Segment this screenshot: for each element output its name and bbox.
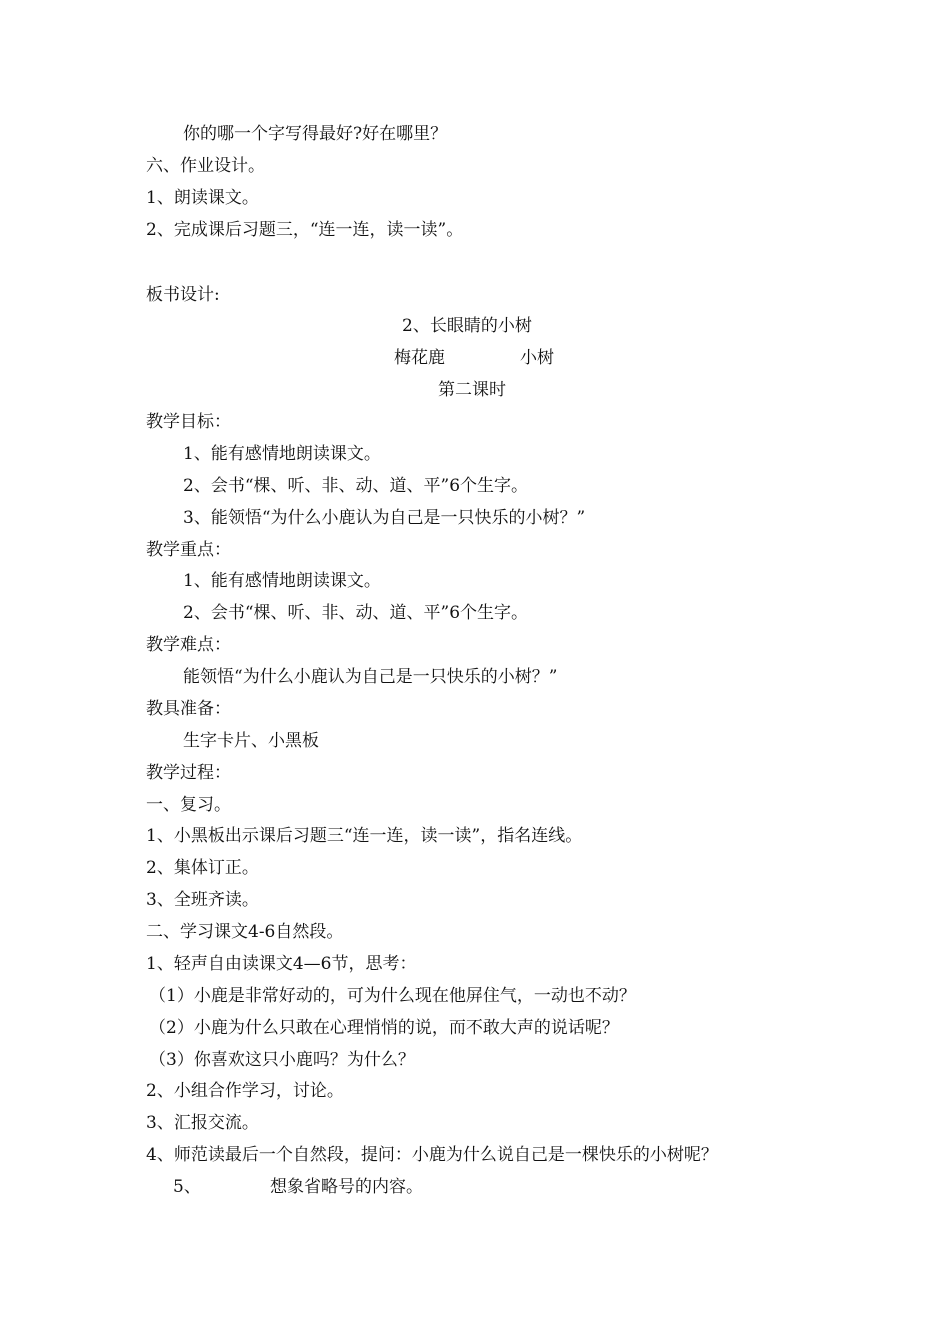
text-line: 2、完成课后习题三，“连一连，读一读”。: [146, 220, 464, 240]
text-line: 3、全班齐读。: [146, 890, 259, 910]
section-heading: 教学过程：: [146, 763, 231, 783]
text-line: 一、复习。: [146, 795, 231, 815]
text-line: 3、能领悟“为什么小鹿认为自己是一只快乐的小树？”: [183, 508, 586, 528]
section-heading: 板书设计:: [146, 285, 220, 305]
section-heading: 教学目标：: [146, 412, 231, 432]
question-line: （1）小鹿是非常好动的，可为什么现在他屏住气，一动也不动？: [149, 986, 636, 1006]
text-line: 能领悟“为什么小鹿认为自己是一只快乐的小树？”: [183, 667, 558, 687]
text-line: 4、师范读最后一个自然段，提问：小鹿为什么说自己是一棵快乐的小树呢？: [146, 1145, 718, 1165]
text-line: 你的哪一个字写得最好?好在哪里？: [183, 124, 448, 144]
section-heading: 教学重点：: [146, 540, 231, 560]
text-line: 2、会书“棵、听、非、动、道、平”6个生字。: [183, 476, 529, 496]
text-line: 2、集体订正。: [146, 858, 259, 878]
text-line: 1、能有感情地朗读课文。: [183, 444, 381, 464]
board-title: 2、长眼睛的小树: [402, 316, 532, 336]
text-line: 1、小黑板出示课后习题三“连一连，读一读”，指名连线。: [146, 826, 583, 846]
text-line: 生字卡片、小黑板: [183, 731, 319, 751]
section-heading: 教学难点：: [146, 635, 231, 655]
section-heading: 六、作业设计。: [146, 156, 265, 176]
question-line: （2）小鹿为什么只敢在心理悄悄的说，而不敢大声的说话呢？: [149, 1018, 619, 1038]
text-line: 1、朗读课文。: [146, 188, 259, 208]
question-line: （3）你喜欢这只小鹿吗？为什么？: [149, 1050, 415, 1070]
text-line: 1、能有感情地朗读课文。: [183, 571, 381, 591]
section-heading: 教具准备：: [146, 699, 231, 719]
text-line: 3、汇报交流。: [146, 1113, 259, 1133]
text-line: 2、小组合作学习，讨论。: [146, 1081, 344, 1101]
lesson-title: 第二课时: [438, 380, 506, 400]
text-line: 2、会书“棵、听、非、动、道、平”6个生字。: [183, 603, 529, 623]
text-line: 1、轻声自由读课文4—6节，思考：: [146, 954, 417, 974]
board-item-right: 小树: [520, 348, 554, 368]
board-item-left: 梅花鹿: [394, 348, 445, 368]
text-line: 想象省略号的内容。: [270, 1177, 423, 1197]
text-line: 二、学习课文4-6自然段。: [146, 922, 344, 942]
list-number: 5、: [173, 1177, 201, 1197]
